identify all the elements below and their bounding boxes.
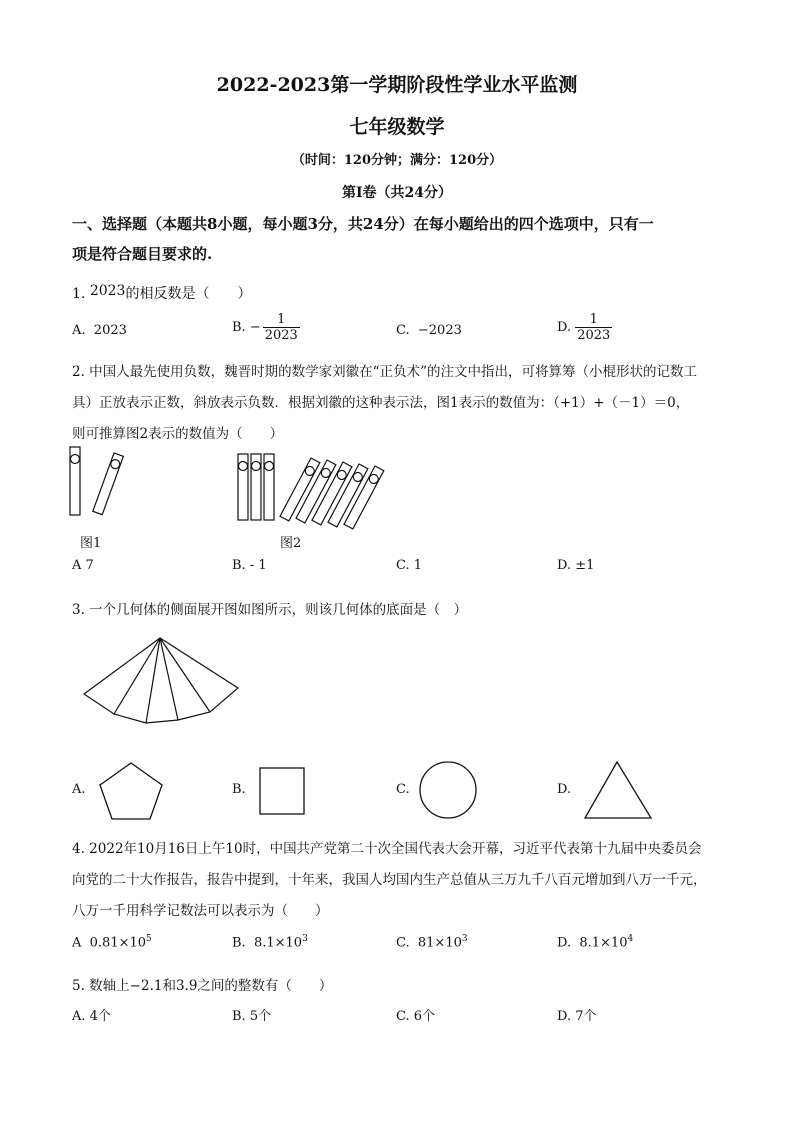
q4-line3: 八万一千用科学记数法可以表示为（ ） <box>72 903 329 919</box>
rod-slanted <box>93 453 124 515</box>
option-label: B. <box>232 320 246 335</box>
exponent: 3 <box>302 934 308 944</box>
q1-option-b[interactable] <box>232 312 300 343</box>
q3-stem: 3. 一个几何体的侧面展开图如图所示，则该几何体的底面是（ ） <box>72 602 468 618</box>
minus-sign: − <box>249 320 261 335</box>
q4-line1: 4. 2022年10月16日上午10时，中国共产党第二十次全国代表大会开幕，习近平代表第十九届中央委员会 <box>72 841 702 857</box>
option-value: 2023 <box>93 323 127 338</box>
option-value: 81×10 <box>417 935 462 951</box>
option-label: D. <box>557 320 572 335</box>
circle-icon <box>418 760 480 822</box>
option-label: A. <box>72 323 86 338</box>
option-label: C. <box>396 935 410 951</box>
option-label: D. <box>557 935 572 951</box>
exam-info: （时间：120分钟；满分：120分） <box>291 153 503 168</box>
option-label: C. <box>396 323 410 338</box>
lateral-surface-development-figure <box>80 636 250 736</box>
q4-option-d[interactable] <box>557 934 633 950</box>
pentagon-icon <box>98 760 168 822</box>
figure-1-counting-rods <box>68 445 138 525</box>
q3-option-d[interactable]: D. <box>557 782 572 797</box>
q5-option-a[interactable]: A. 4个 <box>72 1009 111 1024</box>
q3-option-a[interactable]: A. <box>72 782 86 797</box>
exponent: 3 <box>461 934 468 944</box>
q5-stem: 5. 数轴上−2.1和3.9之间的整数有（ ） <box>72 978 333 994</box>
volume-heading: 第Ⅰ卷（共24分） <box>341 185 453 201</box>
q3-option-b[interactable]: B. <box>232 782 246 797</box>
fraction: $\frac{1}{2023}$ <box>264 312 298 343</box>
q1-stem <box>72 283 251 303</box>
triangle-icon <box>583 760 655 822</box>
exam-subtitle: 七年级数学 <box>349 116 445 138</box>
q2-option-a[interactable]: A 7 <box>72 558 94 573</box>
exponent: 5 <box>146 934 152 944</box>
rod-marker <box>71 455 80 464</box>
q4-option-b[interactable] <box>232 934 308 950</box>
q1-option-c[interactable] <box>396 323 462 338</box>
q4-option-c[interactable] <box>396 934 468 950</box>
q4-option-a[interactable] <box>72 934 152 950</box>
q4-line2: 向党的二十大作报告，报告中提到，十年来，我国人均国内生产总值从三万九千八百元增加到八万一千元， <box>72 872 707 888</box>
q5-option-d[interactable]: D. 7个 <box>557 1009 597 1024</box>
fraction: $\frac{1}{2023}$ <box>577 312 611 343</box>
q2-option-c[interactable]: C. 1 <box>396 558 423 573</box>
figure-2-label: 图2 <box>280 536 302 551</box>
q1-option-a[interactable] <box>72 323 127 338</box>
exam-title: 2022-2023第一学期阶段性学业水平监测 <box>216 74 578 96</box>
option-value: 0.81×10 <box>89 935 147 951</box>
q1-option-d[interactable] <box>557 312 612 343</box>
q2-line1: 2. 中国人最先使用负数，魏晋时期的数学家刘徽在“正负术”的注文中指出，可将算筹（小棍形状的记数工 <box>72 364 697 380</box>
option-label: A <box>72 935 82 951</box>
figure-2-counting-rods <box>236 450 396 530</box>
q2-option-b[interactable]: B. - 1 <box>232 558 267 573</box>
square-icon <box>258 766 308 818</box>
section-heading-line1: 一、选择题（本题共8小题，每小题3分，共24分）在每小题给出的四个选项中，只有一 <box>72 215 654 233</box>
option-value: 8.1×10 <box>579 935 628 951</box>
q5-option-b[interactable]: B. 5个 <box>232 1009 272 1024</box>
q1-number: 1. <box>72 286 86 302</box>
q1-stem-text: 的相反数是（ ） <box>125 286 252 302</box>
section-heading-line2: 项是符合题目要求的. <box>72 245 213 263</box>
option-label: B. <box>232 935 246 951</box>
q3-option-c[interactable]: C. <box>396 782 410 797</box>
option-value: 8.1×10 <box>253 935 303 951</box>
q2-line2: 具）正放表示正数，斜放表示负数．根据刘徽的这种表示法，图1表示的数值为：（+1）+（－1）＝0， <box>72 395 690 411</box>
q1-value: 2023 <box>89 283 126 299</box>
q2-option-d[interactable]: D. ±1 <box>557 558 595 573</box>
option-value: −2023 <box>417 323 462 338</box>
q5-option-c[interactable]: C. 6个 <box>396 1009 436 1024</box>
q2-line3: 则可推算图2表示的数值为（ ） <box>72 426 284 442</box>
figure-1-label: 图1 <box>80 536 102 551</box>
exponent: 4 <box>627 934 634 944</box>
